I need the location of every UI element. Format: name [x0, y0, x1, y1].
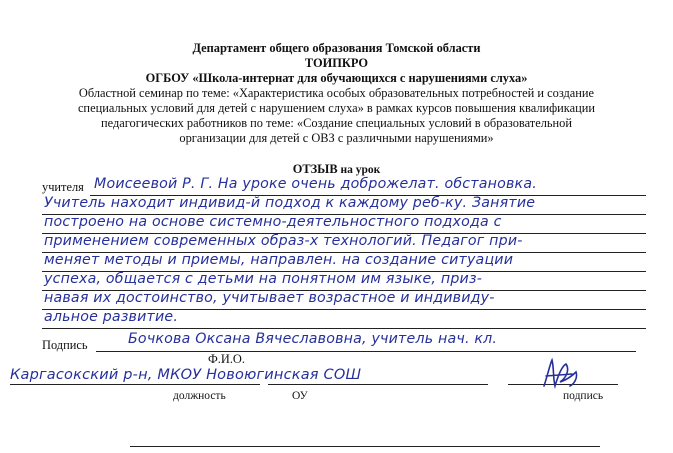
handwritten-review-line: построено на основе системно-деятельностного подхода с [44, 214, 502, 230]
position-label: должность [173, 390, 226, 402]
handwritten-review-line: альное развитие. [44, 309, 179, 325]
review-title [0, 162, 673, 177]
handwritten-review-line: успеха, общается с детьми на понятном им языке, приз- [44, 271, 483, 287]
seminar-line: педагогических работников по теме: «Создание специальных условий в образовательной [101, 116, 572, 130]
handwritten-review-line: Учитель находит индивид-й подход к каждому реб-ку. Занятие [44, 195, 536, 211]
institute-heading: ТОИПКРО [304, 56, 369, 70]
handwritten-position-school: Каргасокский р-н, МКОУ Новоюгинская СОШ [10, 367, 362, 383]
seminar-line: специальных условий для детей с нарушением слуха» в рамках курсов повышения квалификации [77, 101, 596, 115]
handwritten-review-line: навая их достоинство, учитывает возрастное и индивиду- [44, 290, 495, 306]
seminar-line: организации для детей с ОВЗ с различными нарушениями» [179, 131, 494, 145]
school-label: ОУ [292, 390, 308, 402]
handwritten-review-line: применением современных образ-х технологий. Педагог при- [44, 233, 523, 249]
seminar-line: Областной семинар по теме: «Характеристика особых образовательных потребностей и создание [78, 86, 595, 100]
sign-label: подпись [563, 390, 604, 402]
school-line [268, 384, 488, 385]
reviewer-line [96, 351, 636, 352]
handwritten-signature [536, 356, 586, 392]
bottom-rule [130, 446, 600, 447]
review-title-main: ОТЗЫВ [292, 162, 338, 176]
fio-label: Ф.И.О. [208, 352, 245, 366]
review-title-rest: на урок [337, 164, 381, 176]
department-heading: Департамент общего образования Томской области [192, 41, 481, 55]
handwritten-review-line: Моисеевой Р. Г. На уроке очень доброжелат. обстановка. [94, 176, 537, 192]
handwritten-reviewer-name: Бочкова Оксана Вячеславовна, учитель нач. кл. [128, 331, 498, 347]
signature-label: Подпись [42, 338, 88, 352]
school-heading: ОГБОУ «Школа-интернат для обучающихся с нарушениями слуха» [145, 71, 528, 85]
writing-line [42, 328, 646, 329]
handwritten-review-line: меняет методы и приемы, направлен. на создание ситуации [44, 252, 514, 268]
teacher-label: учителя [42, 180, 84, 194]
position-line [10, 384, 260, 385]
